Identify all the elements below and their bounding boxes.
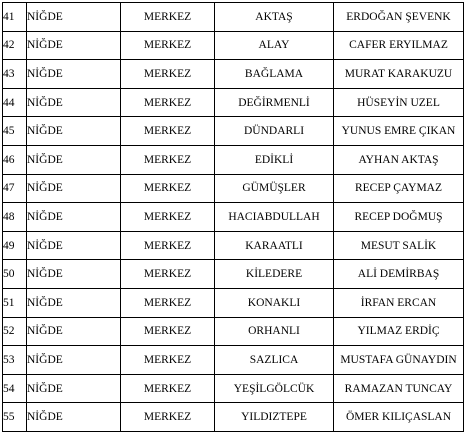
province-cell: NİĞDE <box>27 374 121 403</box>
person-name-cell: ALİ DEMİRBAŞ <box>334 260 464 289</box>
district-cell: MERKEZ <box>121 145 215 174</box>
district-cell: MERKEZ <box>121 203 215 232</box>
person-name-cell: YILMAZ ERDİÇ <box>334 317 464 346</box>
village-cell: KONAKLI <box>215 288 334 317</box>
village-cell: AKTAŞ <box>215 3 334 32</box>
district-cell: MERKEZ <box>121 231 215 260</box>
province-cell: NİĞDE <box>27 403 121 432</box>
row-number-cell: 49 <box>3 231 27 260</box>
row-number-cell: 54 <box>3 374 27 403</box>
village-cell: HACIABDULLAH <box>215 203 334 232</box>
table-row <box>3 117 464 146</box>
table-row <box>3 145 464 174</box>
district-cell: MERKEZ <box>121 288 215 317</box>
table-row <box>3 288 464 317</box>
person-name-cell: HÜSEYİN UZEL <box>334 88 464 117</box>
village-cell: ALAY <box>215 31 334 60</box>
province-cell: NİĞDE <box>27 145 121 174</box>
table-row <box>3 31 464 60</box>
district-cell: MERKEZ <box>121 117 215 146</box>
person-name-cell: İRFAN ERCAN <box>334 288 464 317</box>
district-cell: MERKEZ <box>121 317 215 346</box>
village-cell: SAZLICA <box>215 346 334 375</box>
table-row <box>3 231 464 260</box>
person-name-cell: CAFER ERYILMAZ <box>334 31 464 60</box>
table-row <box>3 60 464 89</box>
table-row <box>3 403 464 432</box>
province-cell: NİĞDE <box>27 231 121 260</box>
village-cell: YILDIZTEPE <box>215 403 334 432</box>
person-name-cell: ERDOĞAN ŞEVENK <box>334 3 464 32</box>
table-row <box>3 260 464 289</box>
district-cell: MERKEZ <box>121 31 215 60</box>
row-number-cell: 46 <box>3 145 27 174</box>
village-cell: DÜNDARLI <box>215 117 334 146</box>
district-cell: MERKEZ <box>121 174 215 203</box>
table-row <box>3 346 464 375</box>
province-cell: NİĞDE <box>27 31 121 60</box>
district-cell: MERKEZ <box>121 260 215 289</box>
person-name-cell: AYHAN AKTAŞ <box>334 145 464 174</box>
village-cell: DEĞİRMENLİ <box>215 88 334 117</box>
row-number-cell: 45 <box>3 117 27 146</box>
person-name-cell: MURAT KARAKUZU <box>334 60 464 89</box>
province-cell: NİĞDE <box>27 346 121 375</box>
village-cell: BAĞLAMA <box>215 60 334 89</box>
district-cell: MERKEZ <box>121 3 215 32</box>
row-number-cell: 44 <box>3 88 27 117</box>
village-cell: KİLEDERE <box>215 260 334 289</box>
province-cell: NİĞDE <box>27 60 121 89</box>
row-number-cell: 47 <box>3 174 27 203</box>
province-cell: NİĞDE <box>27 3 121 32</box>
row-number-cell: 53 <box>3 346 27 375</box>
row-number-cell: 41 <box>3 3 27 32</box>
row-number-cell: 42 <box>3 31 27 60</box>
row-number-cell: 43 <box>3 60 27 89</box>
province-cell: NİĞDE <box>27 288 121 317</box>
row-number-cell: 51 <box>3 288 27 317</box>
person-name-cell: RECEP DOĞMUŞ <box>334 203 464 232</box>
province-cell: NİĞDE <box>27 260 121 289</box>
province-cell: NİĞDE <box>27 317 121 346</box>
province-cell: NİĞDE <box>27 117 121 146</box>
table-row <box>3 374 464 403</box>
province-cell: NİĞDE <box>27 88 121 117</box>
row-number-cell: 52 <box>3 317 27 346</box>
province-cell: NİĞDE <box>27 174 121 203</box>
table-row <box>3 3 464 32</box>
district-cell: MERKEZ <box>121 88 215 117</box>
person-name-cell: MUSTAFA GÜNAYDIN <box>334 346 464 375</box>
row-number-cell: 48 <box>3 203 27 232</box>
person-name-cell: MESUT SALİK <box>334 231 464 260</box>
table-row <box>3 203 464 232</box>
person-name-cell: ÖMER KILIÇASLAN <box>334 403 464 432</box>
table-row <box>3 317 464 346</box>
village-cell: ORHANLI <box>215 317 334 346</box>
village-cell: EDİKLİ <box>215 145 334 174</box>
table-row <box>3 174 464 203</box>
village-cell: GÜMÜŞLER <box>215 174 334 203</box>
muhtar-list-table <box>2 2 464 432</box>
district-cell: MERKEZ <box>121 374 215 403</box>
row-number-cell: 55 <box>3 403 27 432</box>
table-row <box>3 88 464 117</box>
table-body <box>3 3 464 432</box>
person-name-cell: RECEP ÇAYMAZ <box>334 174 464 203</box>
row-number-cell: 50 <box>3 260 27 289</box>
district-cell: MERKEZ <box>121 346 215 375</box>
province-cell: NİĞDE <box>27 203 121 232</box>
person-name-cell: RAMAZAN TUNCAY <box>334 374 464 403</box>
village-cell: YEŞİLGÖLCÜK <box>215 374 334 403</box>
person-name-cell: YUNUS EMRE ÇIKAN <box>334 117 464 146</box>
village-cell: KARAATLI <box>215 231 334 260</box>
district-cell: MERKEZ <box>121 60 215 89</box>
district-cell: MERKEZ <box>121 403 215 432</box>
